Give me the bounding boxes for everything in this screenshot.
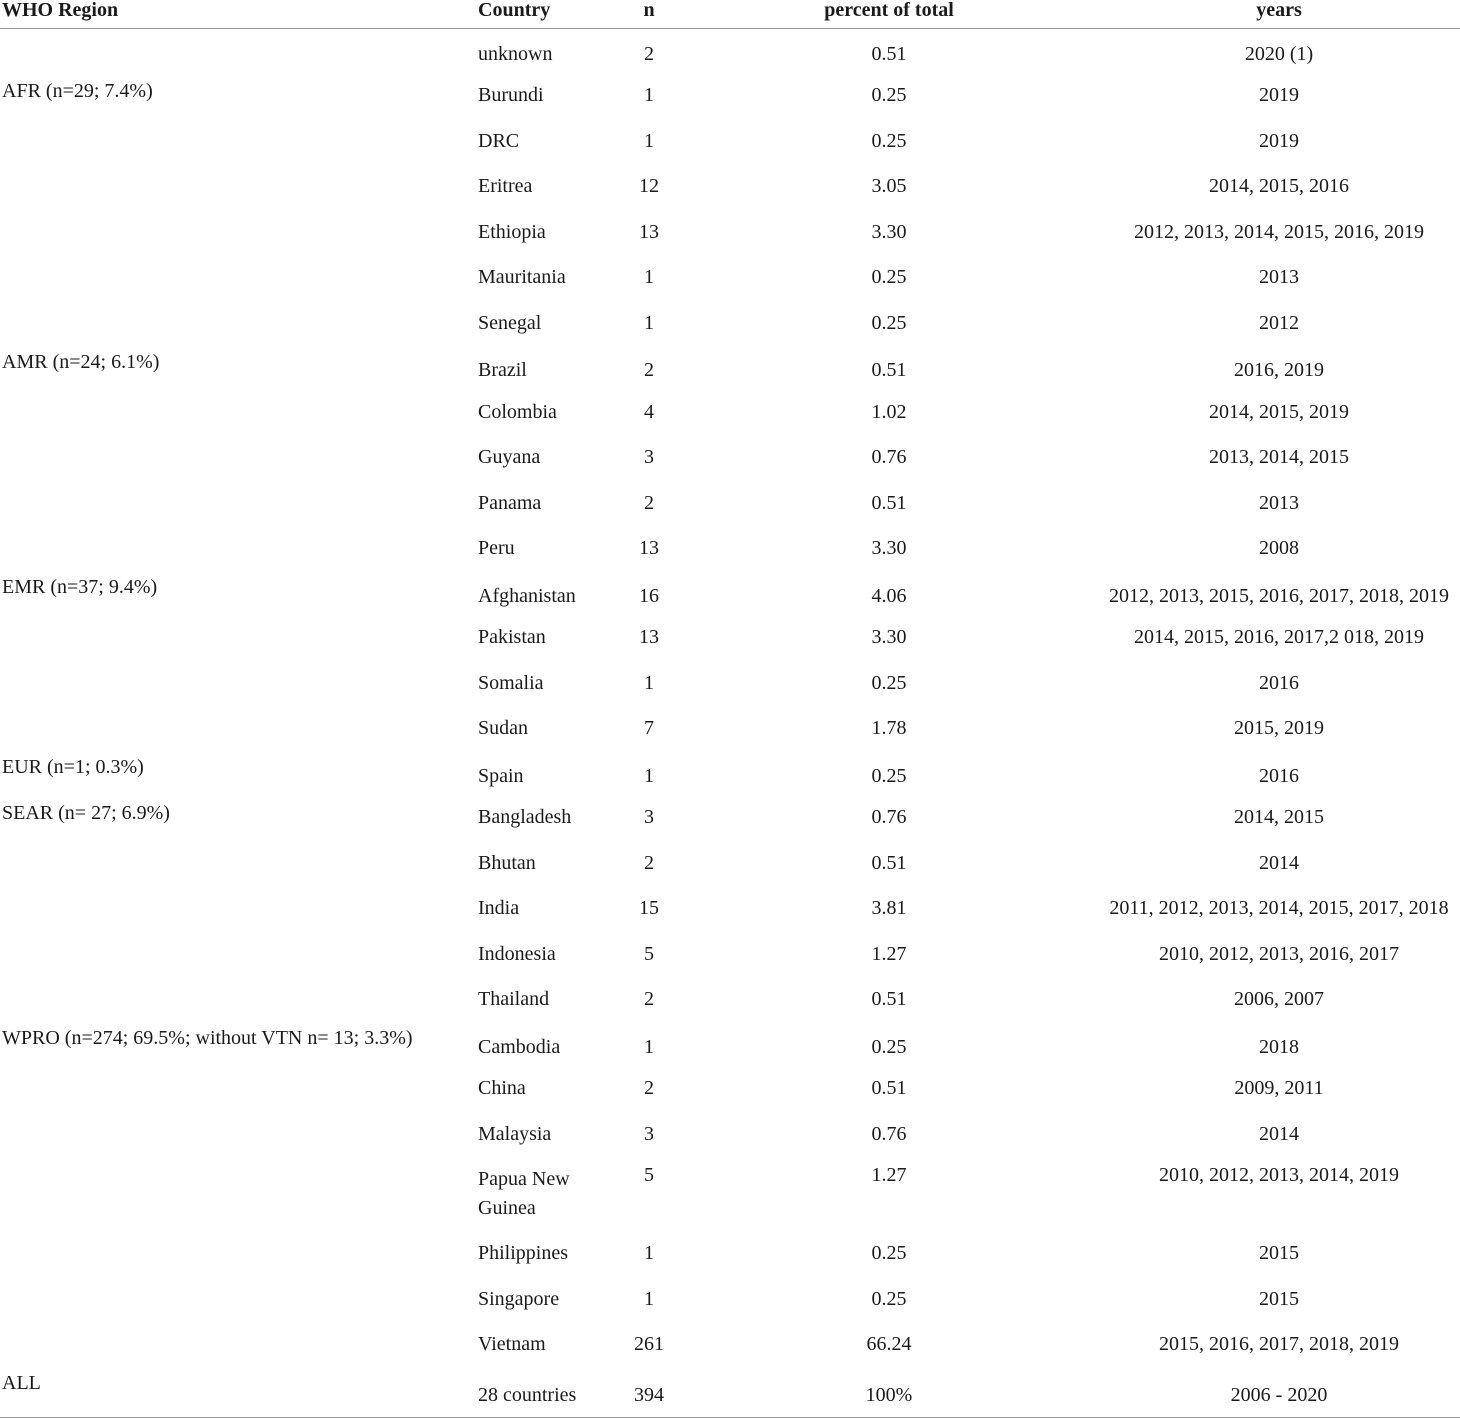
cell-n: 2 [644, 1077, 654, 1100]
cell-percent-of-total: 0.25 [871, 1242, 907, 1265]
cell-who-region [0, 886, 470, 932]
cell-percent-of-total: 1.27 [871, 1163, 907, 1186]
cell-years: 2016 [1259, 671, 1299, 694]
cell-who-region: WPRO (n=274; 69.5%; without VTN n= 13; 3.3%) [2, 1027, 413, 1049]
cell-who-region: AMR (n=24; 6.1%) [2, 350, 160, 373]
cell-country: Senegal [478, 311, 542, 334]
cell-percent-of-total: 0.25 [871, 311, 907, 334]
cell-years: 2015, 2019 [1234, 717, 1324, 740]
header-percent-of-total: percent of total [680, 0, 1098, 29]
table-row [0, 795, 1460, 841]
cell-percent-of-total: 1.02 [871, 400, 907, 423]
table-row [0, 480, 1460, 526]
cell-percent-of-total: 0.51 [871, 491, 907, 514]
cell-who-region [0, 615, 470, 661]
cell-country: Mauritania [478, 266, 566, 289]
cell-country: Philippines [478, 1242, 569, 1265]
cell-country: Singapore [478, 1287, 560, 1310]
cell-country: India [478, 897, 520, 920]
cell-n: 5 [644, 942, 654, 965]
cell-n: 3 [644, 1122, 654, 1145]
table-row [0, 1157, 1460, 1231]
cell-years: 2018 [1259, 1035, 1299, 1058]
table-row [0, 1022, 1460, 1066]
table-row [0, 435, 1460, 481]
cell-years: 2014 [1259, 1122, 1299, 1145]
cell-percent-of-total: 0.25 [871, 129, 907, 152]
cell-country: Thailand [478, 988, 550, 1011]
cell-years: 2010, 2012, 2013, 2016, 2017 [1159, 942, 1399, 965]
cell-country: Somalia [478, 671, 544, 694]
table-row [0, 526, 1460, 572]
cell-n: 3 [644, 806, 654, 829]
cell-n: 4 [644, 400, 654, 423]
cell-years: 2014, 2015, 2016 [1209, 175, 1349, 198]
cell-years: 2016 [1259, 764, 1299, 787]
cell-who-region [0, 1276, 470, 1322]
cell-n: 2 [644, 42, 654, 65]
cell-n: 13 [639, 537, 659, 560]
cell-percent-of-total: 0.25 [871, 84, 907, 107]
cell-country: Indonesia [478, 942, 556, 965]
cell-years: 2014, 2015, 2016, 2017,2 018, 2019 [1134, 626, 1424, 649]
cell-years: 2013 [1259, 266, 1299, 289]
table-row [0, 706, 1460, 752]
cell-who-region [0, 840, 470, 886]
table-row [0, 571, 1460, 615]
cell-years: 2012, 2013, 2015, 2016, 2017, 2018, 2019 [1109, 584, 1449, 607]
table-header-row [0, 0, 1460, 29]
cell-who-region: EMR (n=37; 9.4%) [2, 576, 158, 598]
table-row [0, 29, 1460, 73]
cell-country: China [478, 1077, 526, 1100]
cell-n: 2 [644, 851, 654, 874]
cell-percent-of-total: 3.30 [871, 537, 907, 560]
cell-percent-of-total: 0.25 [871, 266, 907, 289]
cell-who-region [0, 255, 470, 301]
cell-percent-of-total: 0.76 [871, 1122, 907, 1145]
cell-n: 1 [644, 266, 654, 289]
table-row [0, 346, 1460, 390]
cell-n: 12 [639, 175, 659, 198]
cell-n: 13 [639, 220, 659, 243]
table-row [0, 73, 1460, 119]
cell-n: 1 [644, 129, 654, 152]
table-row [0, 615, 1460, 661]
cell-country: Vietnam [478, 1333, 546, 1356]
cell-n: 1 [644, 764, 654, 787]
cell-who-region [0, 977, 470, 1023]
cell-years: 2006, 2007 [1234, 988, 1324, 1011]
cell-years: 2015, 2016, 2017, 2018, 2019 [1159, 1333, 1399, 1356]
table-row [0, 931, 1460, 977]
cell-who-region [0, 300, 470, 346]
cell-who-region [0, 435, 470, 481]
cell-years: 2014, 2015, 2019 [1209, 400, 1349, 423]
cell-country: Panama [478, 491, 542, 514]
cell-who-region [0, 209, 470, 255]
cell-country: Brazil [478, 359, 527, 382]
cell-who-region [0, 389, 470, 435]
table-row [0, 751, 1460, 795]
table-row [0, 118, 1460, 164]
cell-years: 2013, 2014, 2015 [1209, 446, 1349, 469]
cell-n: 2 [644, 988, 654, 1011]
cell-years: 2011, 2012, 2013, 2014, 2015, 2017, 2018 [1109, 897, 1449, 920]
cell-country: Malaysia [478, 1122, 552, 1145]
cell-n: 5 [644, 1163, 654, 1186]
cell-percent-of-total: 3.30 [871, 220, 907, 243]
cell-who-region [0, 1231, 470, 1277]
cell-percent-of-total: 0.25 [871, 1035, 907, 1058]
cell-n: 2 [644, 359, 654, 382]
cell-years: 2008 [1259, 537, 1299, 560]
cell-n: 1 [644, 1287, 654, 1310]
cell-percent-of-total: 1.78 [871, 717, 907, 740]
cell-who-region [0, 526, 470, 572]
cell-percent-of-total: 0.51 [871, 851, 907, 874]
cell-n: 15 [639, 897, 659, 920]
cell-country: unknown [478, 42, 553, 65]
cell-country: DRC [478, 129, 520, 152]
header-who-region: WHO Region [0, 0, 470, 29]
cell-n: 1 [644, 84, 654, 107]
cell-n: 13 [639, 626, 659, 649]
table-row [0, 164, 1460, 210]
cell-country: Spain [478, 764, 524, 787]
table-row [0, 840, 1460, 886]
cell-who-region [0, 1157, 470, 1231]
cell-percent-of-total: 0.25 [871, 671, 907, 694]
table-row [0, 1322, 1460, 1368]
cell-percent-of-total: 4.06 [871, 584, 907, 607]
cell-who-region [0, 480, 470, 526]
table-row [0, 300, 1460, 346]
table-total-row [0, 1367, 1460, 1418]
cell-years: 2013 [1259, 491, 1299, 514]
cell-percent-of-total: 100% [680, 1367, 1098, 1418]
cell-n: 2 [644, 491, 654, 514]
table-row [0, 1111, 1460, 1157]
cell-country: Cambodia [478, 1035, 561, 1058]
cell-percent-of-total: 0.25 [871, 1287, 907, 1310]
header-years: years [1098, 0, 1460, 29]
cell-who-region [0, 1322, 470, 1368]
cell-who-region: SEAR (n= 27; 6.9%) [2, 801, 170, 824]
cell-years: 2015 [1259, 1242, 1299, 1265]
cell-years: 2019 [1259, 129, 1299, 152]
cell-years: 2019 [1259, 84, 1299, 107]
cell-years: 2014 [1259, 851, 1299, 874]
cell-percent-of-total: 0.76 [871, 806, 907, 829]
cell-years: 2012 [1259, 311, 1299, 334]
cell-years: 2006 - 2020 [1098, 1367, 1460, 1418]
cell-country: Peru [478, 537, 515, 560]
cell-n: 16 [639, 584, 659, 607]
table-row [0, 1066, 1460, 1112]
cell-country: Bhutan [478, 851, 536, 874]
cell-country: Afghanistan [478, 584, 576, 607]
cell-who-region: AFR (n=29; 7.4%) [2, 79, 153, 102]
cell-n: 1 [644, 311, 654, 334]
cell-who-region [0, 1111, 470, 1157]
cell-who-region [0, 706, 470, 752]
table-row [0, 389, 1460, 435]
cell-country: Colombia [478, 400, 557, 423]
cell-percent-of-total: 0.51 [871, 359, 907, 382]
cell-who-region: ALL [0, 1367, 470, 1418]
cell-who-region [0, 164, 470, 210]
cell-percent-of-total: 0.25 [871, 764, 907, 787]
table-row [0, 977, 1460, 1023]
cell-percent-of-total: 3.30 [871, 626, 907, 649]
cell-country: Ethiopia [478, 220, 546, 243]
cell-percent-of-total: 0.51 [871, 1077, 907, 1100]
cell-n: 394 [618, 1367, 680, 1418]
cell-who-region [0, 1066, 470, 1112]
cell-percent-of-total: 0.51 [871, 988, 907, 1011]
cell-years: 2015 [1259, 1287, 1299, 1310]
cell-years: 2020 (1) [1244, 42, 1314, 65]
table-row [0, 209, 1460, 255]
cell-country: Eritrea [478, 175, 533, 198]
table-body [0, 29, 1460, 1418]
cell-who-region [0, 660, 470, 706]
table-row [0, 1276, 1460, 1322]
cell-country: Burundi [478, 84, 544, 107]
cell-n: 261 [634, 1333, 664, 1356]
cell-percent-of-total: 66.24 [866, 1333, 912, 1356]
cell-years: 2012, 2013, 2014, 2015, 2016, 2019 [1134, 220, 1424, 243]
cell-years: 2016, 2019 [1234, 359, 1324, 382]
cell-n: 3 [644, 446, 654, 469]
table-row [0, 660, 1460, 706]
cell-who-region [0, 29, 470, 73]
cell-n: 7 [644, 717, 654, 740]
cell-country: Pakistan [478, 626, 546, 649]
cell-percent-of-total: 3.81 [871, 897, 907, 920]
cell-percent-of-total: 0.76 [871, 446, 907, 469]
cell-country: 28 countries [470, 1367, 618, 1418]
cell-n: 1 [644, 1242, 654, 1265]
cell-years: 2014, 2015 [1234, 806, 1324, 829]
cell-country: Guyana [478, 446, 541, 469]
cell-years: 2009, 2011 [1234, 1077, 1324, 1100]
header-n: n [618, 0, 680, 29]
cell-years: 2010, 2012, 2013, 2014, 2019 [1159, 1163, 1399, 1186]
cell-percent-of-total: 0.51 [871, 42, 907, 65]
cell-who-region [0, 931, 470, 977]
table-row [0, 255, 1460, 301]
cell-who-region [0, 118, 470, 164]
cell-n: 1 [644, 671, 654, 694]
cell-country: Bangladesh [478, 806, 572, 829]
cell-country: Sudan [478, 717, 528, 740]
cell-country: Papua New Guinea [478, 1167, 570, 1219]
header-country: Country [470, 0, 618, 29]
table-row [0, 1231, 1460, 1277]
cell-who-region: EUR (n=1; 0.3%) [2, 756, 144, 778]
cell-percent-of-total: 1.27 [871, 942, 907, 965]
cell-n: 1 [644, 1035, 654, 1058]
cell-percent-of-total: 3.05 [871, 175, 907, 198]
table-row [0, 886, 1460, 932]
